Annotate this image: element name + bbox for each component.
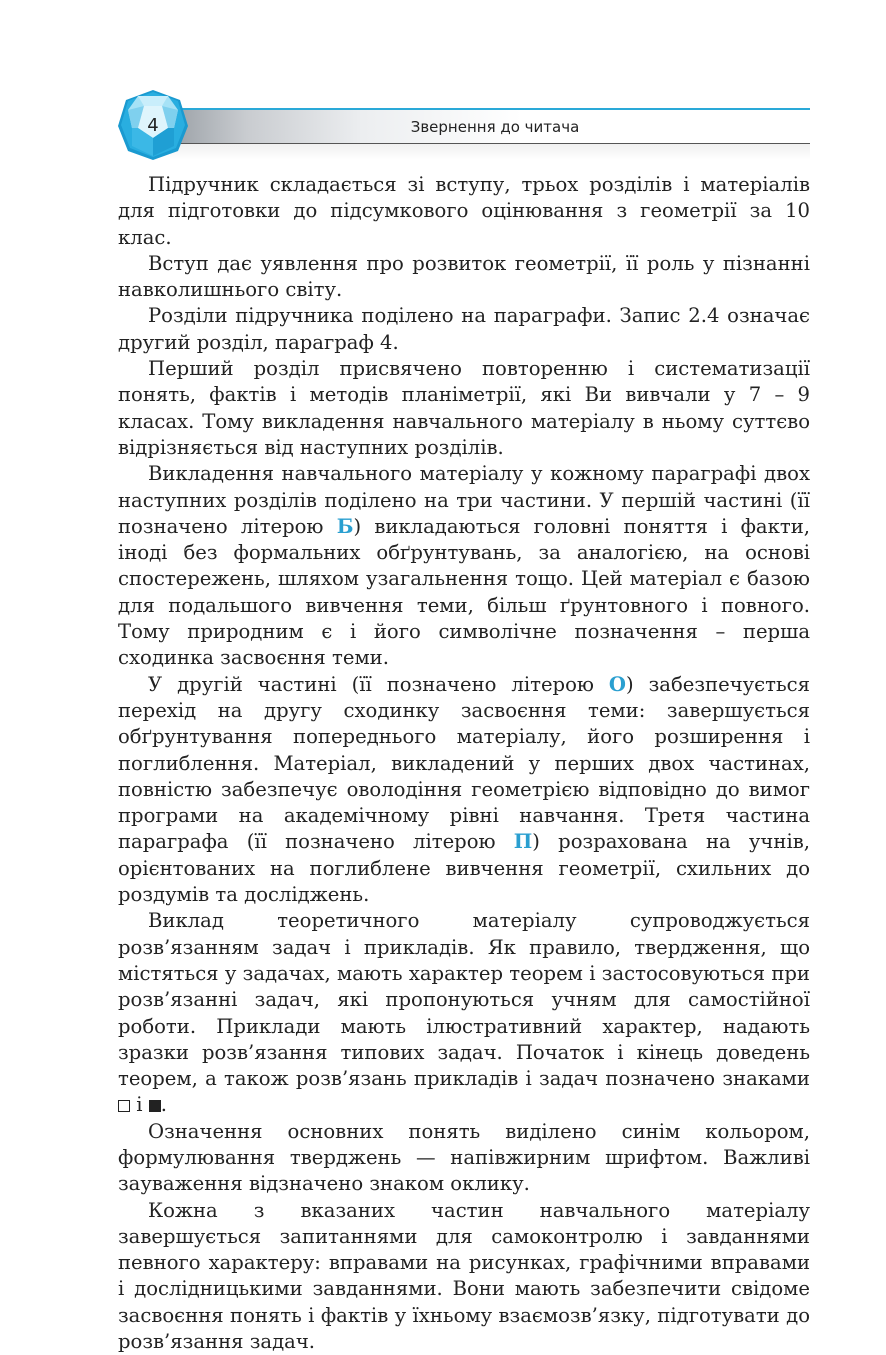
- letter-mark-p: П: [513, 830, 533, 854]
- paragraph-text: Викладення навчального матеріалу у кожному параграфі двох наступних розділів поділено на три частини. У першій частині (її позначено літерою: [118, 462, 810, 538]
- paragraph: Вступ дає уявлення про розвиток геометрії, її роль у пізнанні навколишнього світу.: [118, 251, 810, 302]
- page-header: [0, 0, 886, 170]
- paragraph: Підручник складається зі вступу, трьох розділів і матеріалів для підготовки до підсумкового оцінювання з геометрії за 10 клас.: [118, 173, 810, 249]
- letter-mark-o: О: [608, 672, 626, 696]
- paragraph: Перший розділ присвячено повторенню і систематизації понять, фактів і методів планіметрії, які Ви вивчали у 7 – 9 класах. Тому викладення навчального матеріалу в ньому суттєво відрізняється від наступних розділів.: [118, 357, 810, 459]
- letter-mark-b: Б: [336, 514, 354, 538]
- paragraph: Розділи підручника поділено на параграфи. Запис 2.4 означає другий розділ, параграф 4.: [118, 304, 810, 354]
- paragraph: Означення основних понять виділено синім кольором, формулювання тверджень — напівжирним шрифтом. Важливі зауваження відзначено знаком оклику.: [118, 1119, 810, 1196]
- filled-square-icon: [149, 1100, 161, 1112]
- open-square-icon: [118, 1100, 130, 1112]
- paragraph-text: Виклад теоретичного матеріалу супроводжується розв’язанням задач і прикладів. Як правило, твердження, що містяться у задачах, мають характер теорем і застосовуються при розв’язанні задач, які пропонуються учням для самостійної роботи. Приклади мають ілюстративний характер, надають зразки розв’язання типових задач. Початок і кінець доведень теорем, а також розв’язань прикладів і задач позначено знаками: [118, 909, 810, 1091]
- conjunction-text: і: [136, 1093, 143, 1117]
- paragraph-text: ) розрахована на учнів, орієнтованих на поглиблене вивчення геометрії, схильних до роздумів та досліджень.: [118, 830, 810, 907]
- body-text: [118, 172, 810, 1355]
- paragraph: [118, 672, 810, 909]
- page-number: 4: [147, 115, 159, 136]
- paragraph-text: ) викладаються головні поняття і факти, іноді без формальних обґрунтувань, за аналогією, на основі спостережень, шляхом узагальнення тощо. Цей матеріал є базою для подальшого вивчення теми, більш ґрунтовного і повного. Тому природним є і його символічне позначення – перша сходинка засвоєння теми.: [118, 514, 810, 670]
- header-top-rule: [170, 108, 810, 110]
- running-header-title: Звернення до читача: [410, 118, 580, 136]
- paragraph-text: У другій частині (її позначено літерою: [148, 672, 609, 696]
- header-shadow: [170, 144, 810, 160]
- paragraph: [118, 461, 810, 671]
- paragraph: Виклад теоретичного матеріалу супроводжується розв’язанням задач і прикладів. Як правило, твердження, що містяться у задачах, мають характер теорем і застосовуються при розв’язанні задач, які пропонуються учням для самостійної роботи. Приклади мають ілюстративний характер, надають зразки розв’язання типових задач. Початок і кінець доведень теорем, а також розв’язань прикладів і задач позначено знаками і .: [118, 909, 810, 1117]
- paragraph-text: ) забезпечується перехід на другу сходинку засвоєння теми: завершується обґрунтування попереднього матеріалу, його розширення і поглиблення. Матеріал, викладений у перших двох частинах, повністю забезпечує оволодіння геометрією відповідно до вимог програми на академічному рівні навчання. Третя частина параграфа (її позначено літерою: [118, 672, 810, 854]
- paragraph: Кожна з вказаних частин навчального матеріалу завершується запитаннями для самоконтролю і завданнями певного характеру: вправами на рисунках, графічними вправами і дослідницькими завданнями. Вони мають забезпечити свідоме засвоєння понять і фактів у їхньому взаємозв’язку, підготувати до розв’язання задач.: [118, 1198, 810, 1354]
